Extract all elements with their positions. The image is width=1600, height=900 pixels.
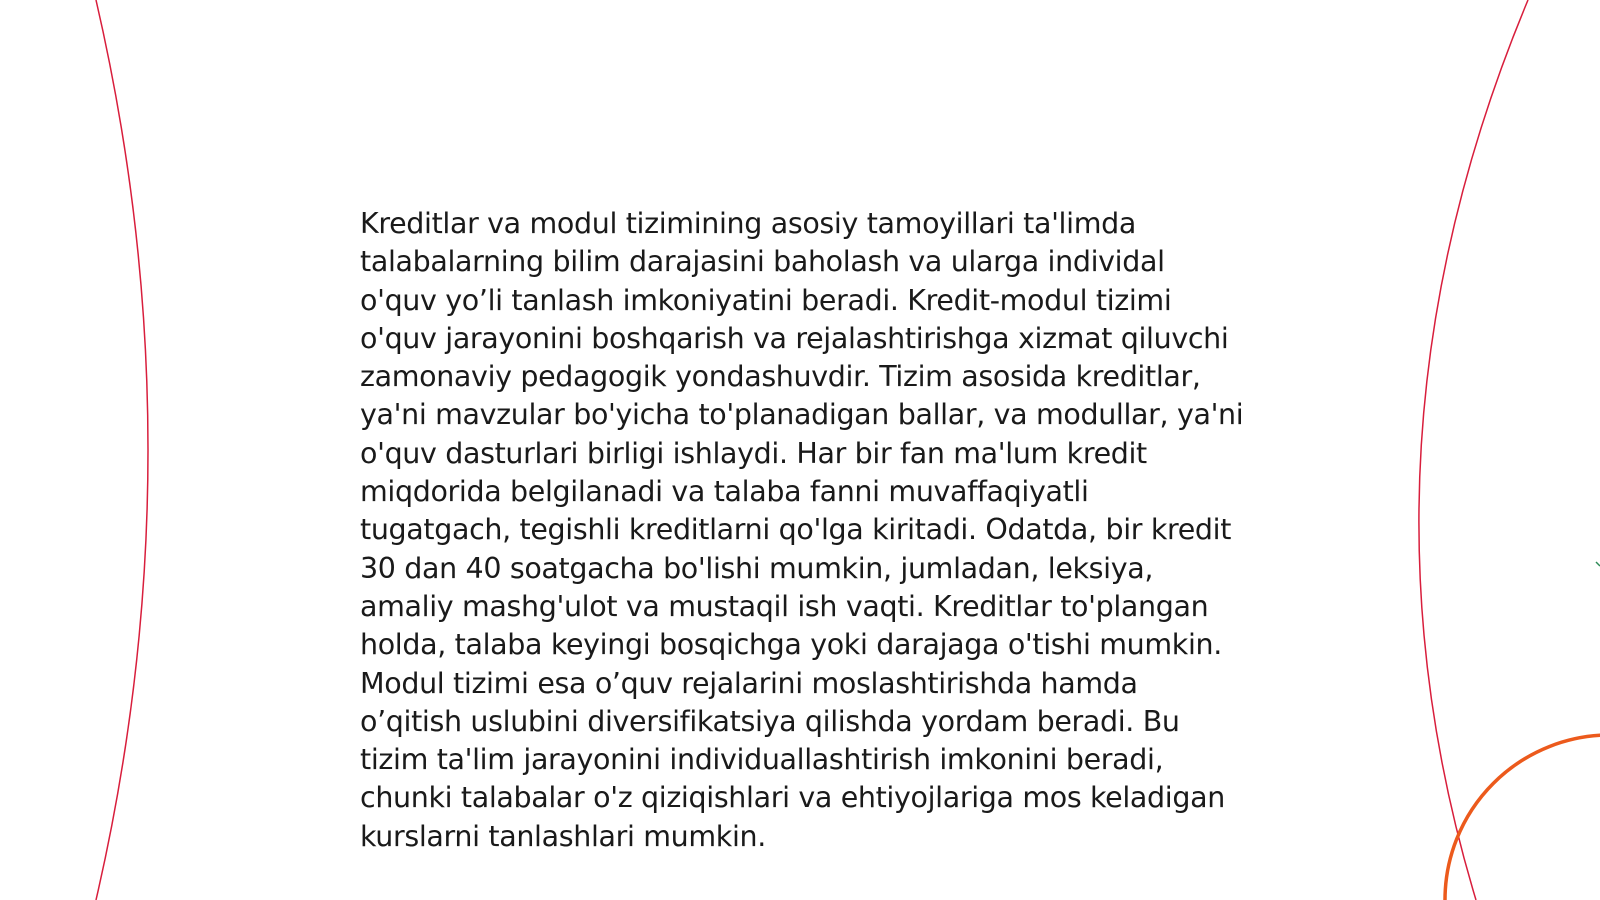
- green-mark: [1596, 562, 1600, 566]
- right-curve: [1419, 0, 1528, 900]
- body-text: Kreditlar va modul tizimining asosiy tamoyillari ta'limda talabalarning bilim darajasini baholash va ularga individal o'quv yo’li tanlash imkoniyatini beradi. Kredit-modul tizimi o'quv jarayonini boshqarish va rejalashtirishga xizmat qiluvchi zamonaviy pedagogik yondashuvdir. Tizim asosida kreditlar, ya'ni mavzular bo'yicha to'planadigan ballar, va modullar, ya'ni o'quv dasturlari birligi ishlaydi. Har bir fan ma'lum kredit miqdorida belgilanadi va talaba fanni muvaffaqiyatli tugatgach, tegishli kreditlarni qo'lga kiritadi. Odatda, bir kredit 30 dan 40 soatgacha bo'lishi mumkin, jumladan, leksiya, amaliy mashg'ulot va mustaqil ish vaqti. Kreditlar to'plangan holda, talaba keyingi bosqichga yoki darajaga o'tishi mumkin. Modul tizimi esa o’quv rejalarini moslashtirishda hamda o’qitish uslubini diversifikatsiya qilishda yordam beradi. Bu tizim ta'lim jarayonini individuallashtirish imkonini beradi, chunki talabalar o'z qiziqishlari va ehtiyojlariga mos keladigan kurslarni tanlashlari mumkin.: [360, 207, 1244, 853]
- left-curve: [96, 0, 148, 900]
